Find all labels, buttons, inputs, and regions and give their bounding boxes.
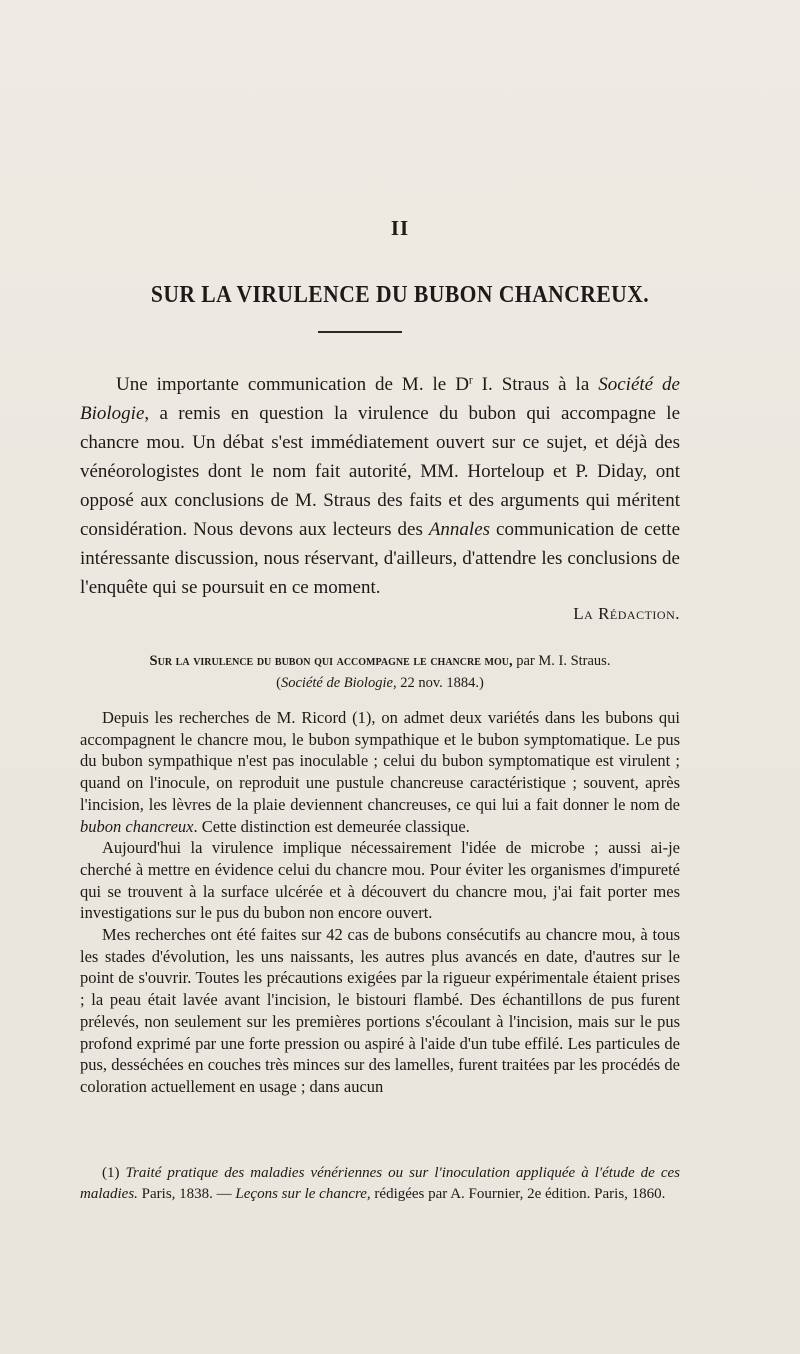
editorial-signature: La Rédaction. — [573, 604, 680, 623]
intro-text-4: communication de cette intéressante discussion, nous réservant, d'ailleurs, d'attendre les conclusions de l'enquête qui se poursuit en ce moment. — [80, 519, 680, 598]
body-paragraph-2: Aujourd'hui la virulence implique nécessairement l'idée de microbe ; aussi ai-je cherché à mettre en évidence celui du chancre mou. Pour éviter les organismes d'impureté qui se trouvent à la surface ulcérée et à découvert du chancre mou, j'ai fait porter mes investigations sur le pus du bubon non encore ouvert. — [80, 838, 680, 923]
footnote-mid: Paris, 1838. — — [137, 1186, 236, 1202]
society-name: Société de Biologie — [80, 374, 680, 424]
journal-name: Annales — [428, 519, 491, 540]
body-paragraph-1 — [80, 707, 680, 837]
footnote-paragraph — [80, 1163, 680, 1205]
footnote-end: rédigées par A. Fournier, 2e édition. Paris, 1860. — [370, 1186, 666, 1202]
body-p1-a: Depuis les recherches de M. Ricord (1), on admet deux variétés dans les bubons qui accompagnent le chancre mou, le bubon sympathique et le bubon symptomatique. Le pus du bubon sympathique n'est pas inoculable ; celui du bubon symptomatique est virulent ; quand on l'inocule, on reproduit une pustule chancreuse caractéristique ; souvent, après l'incision, les lèvres de la plaie deviennent chancreuses, ce qui lui a fait donner le nom de — [80, 708, 680, 814]
editorial-intro — [80, 370, 680, 602]
title-rule — [318, 331, 402, 333]
footnote-marker: (1) — [102, 1165, 126, 1181]
footnote-title-2: Leçons sur le chancre, — [235, 1186, 371, 1202]
body-p1-b: . Cette distinction est demeurée classique. — [193, 816, 470, 836]
communication-title: Sur la virulence du bubon qui accompagne le chancre mou, — [149, 653, 513, 669]
source-date: , 22 nov. 1884.) — [392, 675, 484, 691]
body-paragraph-3: Mes recherches ont été faites sur 42 cas de bubons consécutifs au chancre mou, à tous les stades d'évolution, les uns naissants, les autres plus avancés en date, d'autres sur le point de s'ouvrir. Toutes les précautions exigées par la rigueur expérimentale étaient prises ; la peau était lavée avant l'incision, le bistouri flambé. Des échantillons de pus furent prélevés, non seulement sur les premières portions s'écoulant à l'incision, mais sur le pus profond exprimé par une forte pression ou aspiré à l'aide d'un tube effilé. Les particules de pus, desséchées en couches très minces sur des lamelles, furent traitées par les procédés de coloration actuellement en usage ; dans aucun — [80, 925, 680, 1096]
communication-author: par M. I. Straus. — [512, 653, 611, 669]
intro-text-2: I. Straus à la — [472, 374, 599, 395]
article-body — [80, 707, 680, 1098]
communication-heading — [80, 650, 680, 694]
source-open: ( — [276, 675, 281, 691]
section-number: II — [390, 216, 410, 240]
dr-superscript: r — [468, 374, 473, 387]
article-title: SUR LA VIRULENCE DU BUBON CHANCREUX. — [150, 282, 650, 308]
bubon-term: bubon chancreux — [80, 816, 194, 836]
footnote-title-1: Traité pratique des maladies vénériennes ou sur l'inoculation appliquée à l'étude de ces maladies. — [80, 1165, 680, 1202]
footnote — [80, 1163, 680, 1205]
intro-text-3: , a remis en question la virulence du bubon qui accompagne le chancre mou. Un débat s'est immédiatement ouvert sur ce sujet, et déjà des vénéorologistes dont le nom fait autorité, MM. Horteloup et P. Diday, ont opposé aux conclusions de M. Straus des faits et des arguments qui méritent considération. Nous devons aux lecteurs des — [80, 403, 680, 540]
communication-title-line — [80, 650, 680, 672]
intro-paragraph — [80, 370, 680, 602]
source-society: Société de Biologie — [281, 675, 393, 691]
intro-text-1: Une importante communication de M. le D — [116, 374, 469, 395]
communication-source-line — [80, 672, 680, 694]
